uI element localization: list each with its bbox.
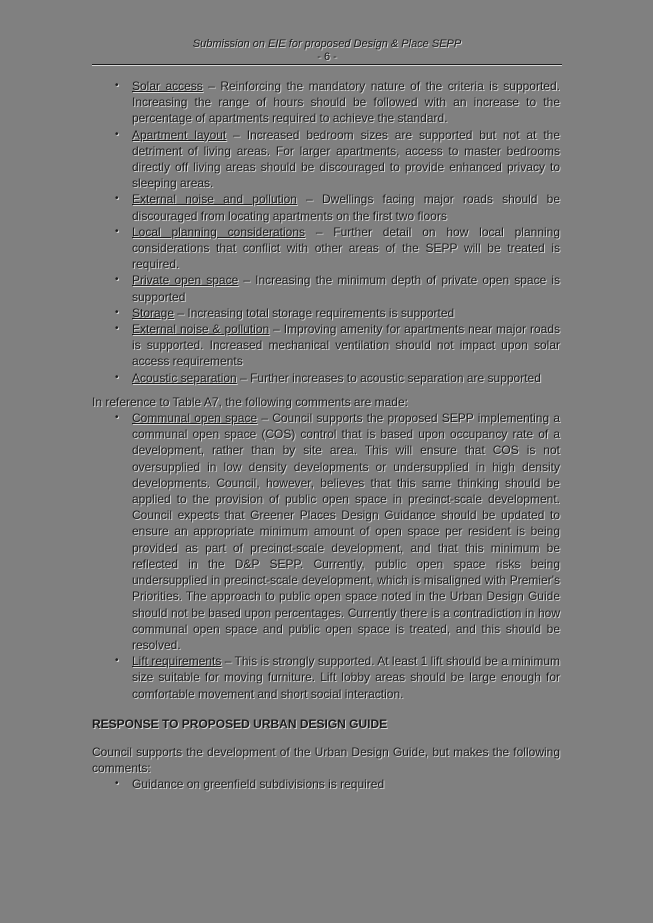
bullet-icon: • xyxy=(115,80,119,91)
list-item-text: – Council supports the proposed SEPP implementing a communal open space (COS) control that is based upon occupancy rate of a development, rather than by site area. This will ensure that COS is not oversupplied in low density developments or undersupplied in high density developments. Council, however, believes that this same thinking should be applied to the provision of public open space in precinct-scale development. Council expects that Greener Places Design Guidance should be updated to ensure an appropriate minimum amount of open space per resident is being provided as part of precinct-scale development, and that this minimum be reflected in the D&P SEPP. Currently, public open space risks being undersupplied in precinct-scale development, which is misaligned with Premier's Priorities. The approach to public open space noted in the Urban Design Guide should not be based upon percentages. Currently there is a contradiction in how communal open space and public open space is treated, and this should be resolved. xyxy=(132,411,561,652)
list-item-text: – Increasing the minimum depth of private open space is supported xyxy=(132,273,560,304)
udg-intro: Council supports the development of the Urban Design Guide, but makes the following comments: xyxy=(92,744,560,776)
list-item xyxy=(92,127,560,192)
bullet-icon: • xyxy=(115,371,119,383)
list-item-term: External noise and pollution xyxy=(132,192,297,207)
list-item xyxy=(92,321,560,370)
list-item-term: Storage xyxy=(132,305,175,320)
document-title: Submission on EIE for proposed Design & Place SEPP xyxy=(192,38,462,50)
header-rule xyxy=(92,64,562,65)
document-body xyxy=(92,78,560,793)
bullet-icon: • xyxy=(115,778,119,790)
list-item-term: Communal open space xyxy=(132,411,258,426)
table-a7-intro: In reference to Table A7, the following comments are made: xyxy=(92,394,408,409)
bullet-icon: • xyxy=(115,274,119,286)
list-item-text: – Increased bedroom sizes are supported but not at the detriment of living areas. For larger apartments, access to master bedrooms directly off living areas should be discouraged to provide enhanced privacy to sleeping areas. xyxy=(132,127,561,191)
list-item-text: – Further detail on how local planning considerations that conflict with other areas of the SEPP will be treated is required. xyxy=(132,224,561,272)
table-a7-list xyxy=(92,410,560,702)
list-item-text: – Improving amenity for apartments near major roads is supported. Increased mechanical ventilation should not impact upon solar access requirements xyxy=(132,322,561,369)
list-item xyxy=(92,305,560,321)
list-item-term: Lift requirements xyxy=(132,654,222,669)
list-item xyxy=(92,272,560,304)
list-item xyxy=(92,653,560,702)
list-item xyxy=(92,370,560,386)
list-item xyxy=(92,776,560,792)
bullet-icon: • xyxy=(115,655,119,667)
bullet-icon: • xyxy=(115,225,119,237)
page-number: - 6 - xyxy=(317,51,337,63)
list-item xyxy=(92,224,560,273)
bullet-icon: • xyxy=(115,412,119,424)
list-item xyxy=(92,410,560,653)
list-item-term: Private open space xyxy=(132,273,239,288)
list-item-term: Local planning considerations xyxy=(132,224,306,239)
page-header xyxy=(92,38,562,64)
udg-list xyxy=(92,776,560,792)
list-item-term: External noise & pollution xyxy=(132,322,270,337)
section-heading: RESPONSE TO PROPOSED URBAN DESIGN GUIDE xyxy=(92,716,388,731)
list-item-text: – This is strongly supported. At least 1 lift should be a minimum size suitable for moving furniture. Lift lobby areas should be large enough for comfortable movement and short social interaction. xyxy=(132,654,560,701)
list-item-text: – Dwellings facing major roads should be discouraged from locating apartments on the first two floors xyxy=(132,192,560,223)
bullet-icon: • xyxy=(115,323,119,335)
list-item-term: Acoustic separation xyxy=(132,370,237,385)
list-item-text: – Reinforcing the mandatory nature of the criteria is supported. Increasing the range of hours should be followed with an increase to the percentage of apartments required to achieve the standard. xyxy=(132,79,560,126)
list-item-term: Apartment layout xyxy=(132,127,227,142)
list-item xyxy=(92,191,560,223)
list-item-text: Guidance on greenfield subdivisions is required xyxy=(132,777,385,792)
bullet-icon: • xyxy=(115,193,119,205)
bullet-icon: • xyxy=(115,128,119,140)
apartment-criteria-list xyxy=(92,78,560,386)
list-item-term: Solar access xyxy=(132,79,203,93)
list-item xyxy=(92,78,560,127)
bullet-icon: • xyxy=(115,306,119,318)
list-item-text: – Further increases to acoustic separation are supported xyxy=(236,370,541,385)
list-item-text: – Increasing total storage requirements is supported xyxy=(174,305,455,320)
